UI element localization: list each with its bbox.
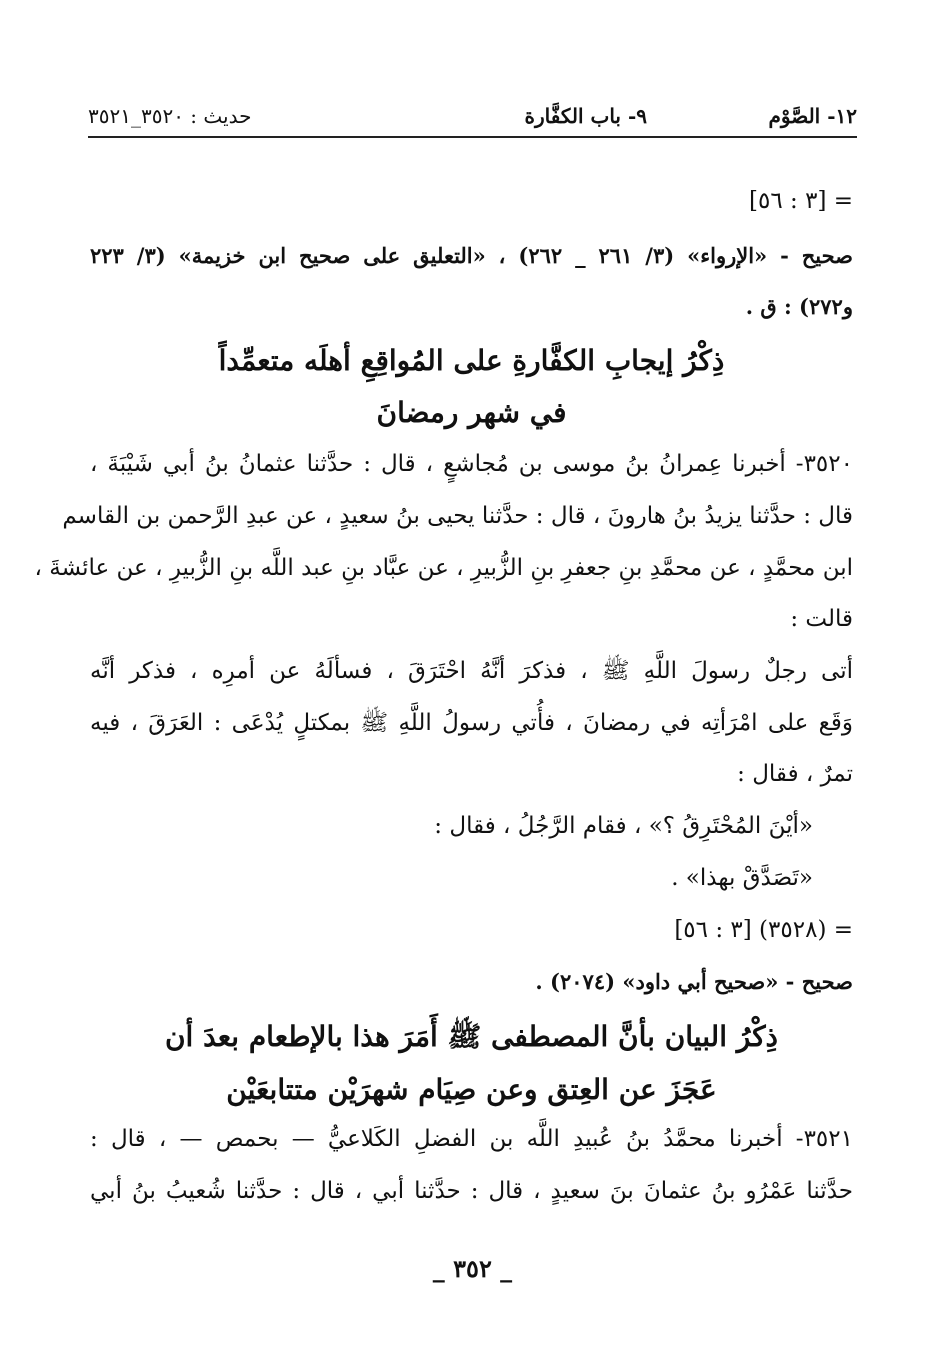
header-hadith-range: حديث : ٣٥٢٠_٣٥٢١	[88, 104, 252, 128]
header-chapter-title: ٩- باب الكفَّارة	[524, 104, 647, 128]
hadith-text-line: ابن محمَّدٍ ، عن محمَّدِ بنِ جعفرِ بنِ الزُّبيرِ ، عن عبَّاد بنِ عبد اللَّه بنِ الزُّبيرِ ، عن عائشةَ ،	[34, 555, 853, 581]
section-heading: في شهر رمضانَ	[376, 396, 567, 429]
grading-line: صحيح - «صحيح أبي داود» (٢٠٧٤) .	[535, 969, 853, 994]
grading-line: و٢٧٢) : ق .	[745, 294, 853, 319]
section-heading: ذِكْرُ إيجابِ الكفَّارةِ على المُواقِعِ أهلَه متعمِّداً	[218, 344, 725, 377]
hadith-text-line: وَقَع على امْرَأتِه في رمضانَ ، فأُتي رسولُ اللَّهِ ﷺ بمكتلٍ يُدْعَى : العَرَقَ ، فيه	[90, 710, 853, 736]
hadith-text-line: قالت :	[790, 606, 853, 632]
page-number: _ ٣٥٢ _	[432, 1254, 513, 1283]
hadith-text-line: ٣٥٢٠- أخبرنا عِمرانُ بنُ موسى بن مُجاشعٍ ، قال : حدَّثنا عثمانُ بنُ أبي شَيْبَةَ ،	[90, 451, 853, 477]
grading-line: صحيح - «الإرواء» (٣/ ٢٦١ _ ٢٦٢) ، «التعليق على صحيح ابن خزيمة» (٣/ ٢٢٣	[90, 243, 854, 268]
hadith-text-line: «أيْنَ المُحْتَرِقُ ؟» ، فقام الرَّجُلُ ، فقال :	[434, 813, 813, 839]
hadith-text-line: أتى رجلٌ رسولَ اللَّهِ ﷺ ، فذكرَ أنَّهُ احْتَرَقَ ، فسألَهُ عن أمرِه ، فذكر أنَّه	[90, 658, 853, 684]
cross-reference: = [٣ : ٥٦]	[749, 188, 853, 214]
cross-reference: = (٣٥٢٨) [٣ : ٥٦]	[674, 917, 853, 943]
hadith-text-line: «تَصَدَّقْ بهذا» .	[671, 865, 813, 891]
hadith-text-line: قال : حدَّثنا يزيدُ بنُ هارونَ ، قال : حدَّثنا يحيى بنُ سعيدٍ ، عن عبدِ الرَّحمن بن القاسم	[62, 503, 853, 529]
hadith-text-line: حدَّثنا عَمْرُو بنُ عثمانَ بنَ سعيدٍ ، قال : حدَّثنا أبي ، قال : حدَّثنا شُعيبُ بنُ أبي	[90, 1178, 853, 1204]
header-book-title: ١٢- الصَّوْم	[768, 104, 857, 128]
running-header	[88, 100, 857, 138]
hadith-text-line: تمرٌ ، فقال :	[737, 761, 853, 787]
section-heading: ذِكْرُ البيان بأنَّ المصطفى ﷺ أَمَرَ هذا بالإطعام بعدَ أن	[164, 1020, 778, 1053]
hadith-text-line: ٣٥٢١- أخبرنا محمَّدُ بنُ عُبيدِ اللَّه بن الفضلِ الكَلاعيُّ — بحمص — ، قال :	[90, 1126, 853, 1152]
section-heading: عَجَزَ عن العِتق وعن صِيَام شهرَيْن متتابعَيْن	[226, 1073, 717, 1106]
